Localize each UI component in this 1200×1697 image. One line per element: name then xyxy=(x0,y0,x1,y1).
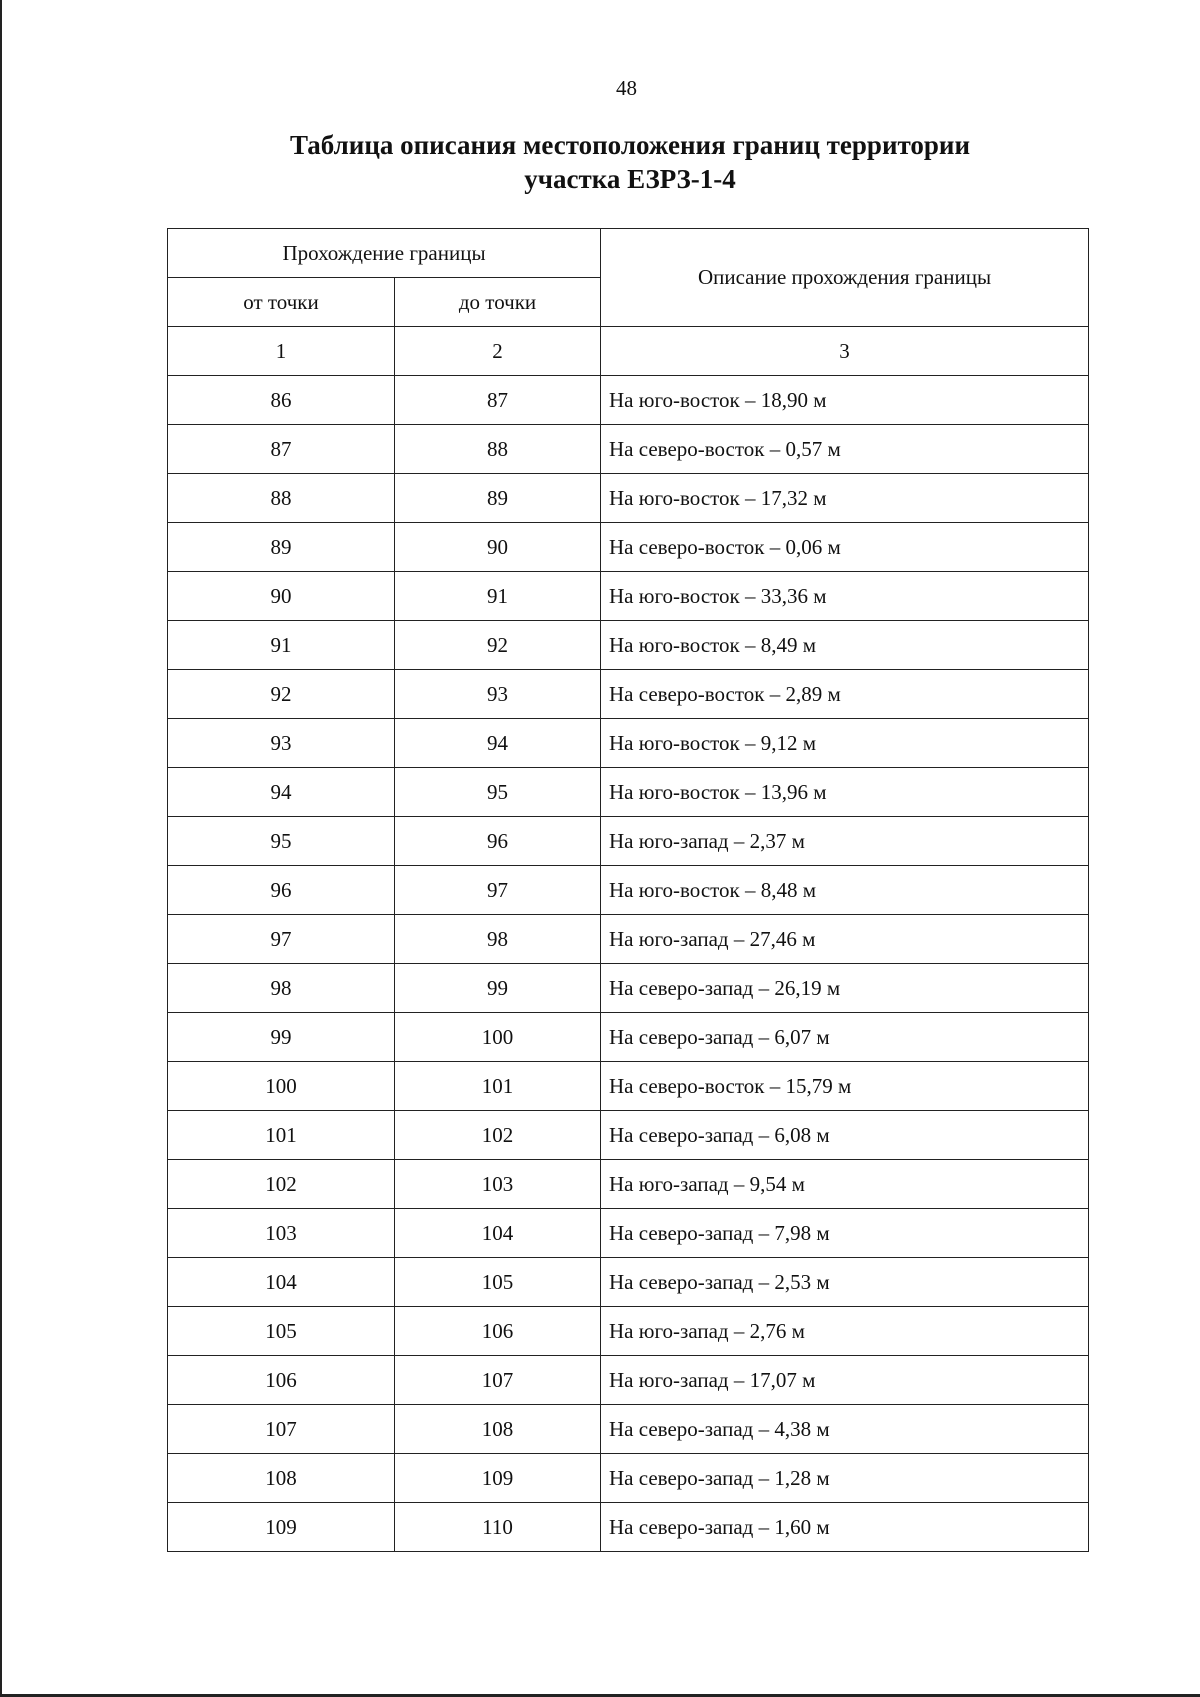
cell-description: На северо-запад – 1,60 м xyxy=(601,1503,1089,1552)
cell-to-point: 98 xyxy=(395,915,601,964)
cell-from-point: 102 xyxy=(168,1160,395,1209)
scan-edge-left xyxy=(0,0,2,1697)
cell-from-point: 98 xyxy=(168,964,395,1013)
table-row xyxy=(168,474,1089,523)
page-title-line-2: участка ЕЗРЗ-1-4 xyxy=(524,164,736,194)
page-title-line-1: Таблица описания местоположения границ территории xyxy=(289,130,971,160)
cell-description: На юго-восток – 9,12 м xyxy=(601,719,1089,768)
cell-to-point: 94 xyxy=(395,719,601,768)
table-header-row xyxy=(168,229,1089,278)
boundary-table xyxy=(167,228,1089,1552)
cell-from-point: 97 xyxy=(168,915,395,964)
cell-description: На юго-запад – 9,54 м xyxy=(601,1160,1089,1209)
cell-to-point: 88 xyxy=(395,425,601,474)
table-row xyxy=(168,523,1089,572)
cell-to-point: 104 xyxy=(395,1209,601,1258)
cell-to-point: 102 xyxy=(395,1111,601,1160)
table-row xyxy=(168,1013,1089,1062)
page-number: 48 xyxy=(616,76,637,100)
table-row xyxy=(168,1258,1089,1307)
table-row xyxy=(168,1356,1089,1405)
page-title xyxy=(230,128,1030,196)
cell-to-point: 87 xyxy=(395,376,601,425)
column-number: 1 xyxy=(168,327,395,376)
cell-from-point: 93 xyxy=(168,719,395,768)
cell-to-point: 93 xyxy=(395,670,601,719)
cell-to-point: 91 xyxy=(395,572,601,621)
cell-description: На северо-запад – 7,98 м xyxy=(601,1209,1089,1258)
column-number-row xyxy=(168,327,1089,376)
cell-from-point: 106 xyxy=(168,1356,395,1405)
cell-from-point: 87 xyxy=(168,425,395,474)
cell-description: На северо-запад – 4,38 м xyxy=(601,1405,1089,1454)
cell-from-point: 86 xyxy=(168,376,395,425)
cell-from-point: 107 xyxy=(168,1405,395,1454)
table-row xyxy=(168,1307,1089,1356)
table-row xyxy=(168,1405,1089,1454)
cell-from-point: 99 xyxy=(168,1013,395,1062)
header-description: Описание прохождения границы xyxy=(601,229,1089,327)
table-row xyxy=(168,768,1089,817)
cell-description: На северо-восток – 2,89 м xyxy=(601,670,1089,719)
cell-from-point: 88 xyxy=(168,474,395,523)
cell-to-point: 100 xyxy=(395,1013,601,1062)
column-number: 2 xyxy=(395,327,601,376)
cell-description: На юго-запад – 27,46 м xyxy=(601,915,1089,964)
table-row xyxy=(168,964,1089,1013)
header-boundary-passage: Прохождение границы xyxy=(168,229,601,278)
header-from-point: от точки xyxy=(168,278,395,327)
table-body xyxy=(168,376,1089,1552)
cell-from-point: 94 xyxy=(168,768,395,817)
cell-to-point: 90 xyxy=(395,523,601,572)
cell-description: На северо-восток – 15,79 м xyxy=(601,1062,1089,1111)
cell-from-point: 109 xyxy=(168,1503,395,1552)
table-row xyxy=(168,866,1089,915)
cell-description: На юго-запад – 2,37 м xyxy=(601,817,1089,866)
table-row xyxy=(168,1062,1089,1111)
cell-from-point: 89 xyxy=(168,523,395,572)
cell-to-point: 108 xyxy=(395,1405,601,1454)
cell-description: На юго-восток – 17,32 м xyxy=(601,474,1089,523)
table-row xyxy=(168,817,1089,866)
cell-description: На юго-запад – 17,07 м xyxy=(601,1356,1089,1405)
cell-description: На северо-запад – 6,08 м xyxy=(601,1111,1089,1160)
cell-from-point: 92 xyxy=(168,670,395,719)
cell-description: На северо-запад – 1,28 м xyxy=(601,1454,1089,1503)
cell-description: На юго-восток – 8,49 м xyxy=(601,621,1089,670)
cell-from-point: 104 xyxy=(168,1258,395,1307)
table-row xyxy=(168,1503,1089,1552)
cell-to-point: 107 xyxy=(395,1356,601,1405)
cell-to-point: 92 xyxy=(395,621,601,670)
table-row xyxy=(168,670,1089,719)
cell-to-point: 99 xyxy=(395,964,601,1013)
cell-description: На северо-восток – 0,57 м xyxy=(601,425,1089,474)
table-row xyxy=(168,425,1089,474)
cell-from-point: 95 xyxy=(168,817,395,866)
cell-description: На северо-запад – 6,07 м xyxy=(601,1013,1089,1062)
cell-from-point: 100 xyxy=(168,1062,395,1111)
cell-from-point: 103 xyxy=(168,1209,395,1258)
cell-from-point: 96 xyxy=(168,866,395,915)
cell-description: На юго-запад – 2,76 м xyxy=(601,1307,1089,1356)
cell-description: На северо-запад – 26,19 м xyxy=(601,964,1089,1013)
cell-to-point: 95 xyxy=(395,768,601,817)
table-row xyxy=(168,719,1089,768)
cell-description: На северо-восток – 0,06 м xyxy=(601,523,1089,572)
cell-to-point: 101 xyxy=(395,1062,601,1111)
table-row xyxy=(168,1209,1089,1258)
cell-to-point: 109 xyxy=(395,1454,601,1503)
cell-description: На северо-запад – 2,53 м xyxy=(601,1258,1089,1307)
column-number: 3 xyxy=(601,327,1089,376)
table-row xyxy=(168,572,1089,621)
cell-description: На юго-восток – 13,96 м xyxy=(601,768,1089,817)
table-row xyxy=(168,621,1089,670)
table-row xyxy=(168,1454,1089,1503)
table-row xyxy=(168,1160,1089,1209)
cell-to-point: 110 xyxy=(395,1503,601,1552)
cell-to-point: 106 xyxy=(395,1307,601,1356)
cell-to-point: 96 xyxy=(395,817,601,866)
cell-to-point: 103 xyxy=(395,1160,601,1209)
table-row xyxy=(168,915,1089,964)
cell-description: На юго-восток – 33,36 м xyxy=(601,572,1089,621)
table-row xyxy=(168,1111,1089,1160)
header-to-point: до точки xyxy=(395,278,601,327)
cell-from-point: 105 xyxy=(168,1307,395,1356)
cell-from-point: 90 xyxy=(168,572,395,621)
cell-from-point: 108 xyxy=(168,1454,395,1503)
table-row xyxy=(168,376,1089,425)
cell-to-point: 105 xyxy=(395,1258,601,1307)
cell-to-point: 89 xyxy=(395,474,601,523)
cell-from-point: 91 xyxy=(168,621,395,670)
cell-description: На юго-восток – 8,48 м xyxy=(601,866,1089,915)
cell-to-point: 97 xyxy=(395,866,601,915)
cell-description: На юго-восток – 18,90 м xyxy=(601,376,1089,425)
cell-from-point: 101 xyxy=(168,1111,395,1160)
